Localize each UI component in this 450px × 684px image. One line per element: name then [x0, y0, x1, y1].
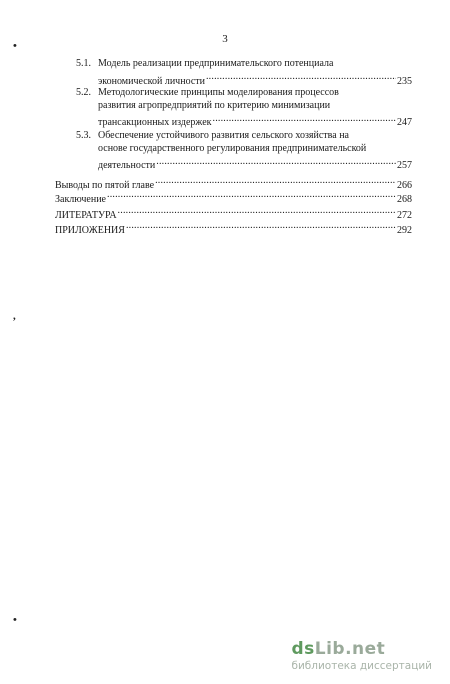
toc-entry-line: Методологические принципы моделирования процессов [98, 87, 339, 98]
dot-leader [155, 175, 396, 188]
toc-entry-appendices[interactable] [55, 220, 412, 238]
toc-entry-5-1[interactable] [76, 58, 412, 88]
dot-leader [107, 189, 396, 202]
toc-entry-number: 5.3. [76, 130, 91, 141]
scan-mark-top: • [13, 40, 17, 52]
toc-page-number: 272 [397, 209, 412, 221]
toc-entry-line: Модель реализации предпринимательского потенциала [98, 58, 334, 69]
toc-entry-line: ЛИТЕРАТУРА [55, 209, 117, 221]
toc-entry-line: трансакционных издержек [98, 117, 212, 129]
toc-entry-line: Обеспечение устойчивого развития сельского хозяйства на [98, 130, 349, 141]
toc-page-number: 268 [397, 193, 412, 205]
toc-page-number: 257 [397, 160, 412, 172]
watermark-subtitle: библиотека диссертаций [291, 660, 432, 672]
toc-page-number: 235 [397, 75, 412, 87]
toc-entry-5-3[interactable] [76, 130, 412, 173]
page-number: 3 [222, 33, 228, 45]
toc-entry-line: основе государственного регулирования предпринимательской [98, 142, 367, 154]
toc-entry-number: 5.1. [76, 58, 91, 69]
toc-entry-line: ПРИЛОЖЕНИЯ [55, 224, 125, 236]
toc-entry-line: деятельности [98, 160, 156, 172]
dot-leader [206, 71, 396, 84]
scan-mark-bottom: • [13, 614, 17, 626]
dot-leader [118, 205, 396, 218]
toc-page-number: 292 [397, 224, 412, 236]
toc-page-number: 247 [397, 117, 412, 129]
toc-entry-5-2[interactable] [76, 87, 412, 130]
dot-leader [213, 113, 397, 126]
toc-entry-line: Заключение [55, 193, 106, 205]
toc-entry-line: Выводы по пятой главе [55, 179, 155, 191]
scan-mark-middle: , [13, 310, 16, 322]
watermark-logo: dsLib.net [291, 639, 386, 659]
dot-leader [126, 220, 396, 233]
dot-leader [156, 156, 396, 169]
toc-page-number: 266 [397, 179, 412, 191]
watermark [291, 639, 432, 672]
toc-entry-line: развития агропредприятий по критерию минимизации [98, 99, 331, 111]
toc-entry-number: 5.2. [76, 87, 91, 98]
toc-entry-line: экономической личности [98, 75, 205, 87]
toc-entry-conclusion[interactable] [55, 189, 412, 207]
